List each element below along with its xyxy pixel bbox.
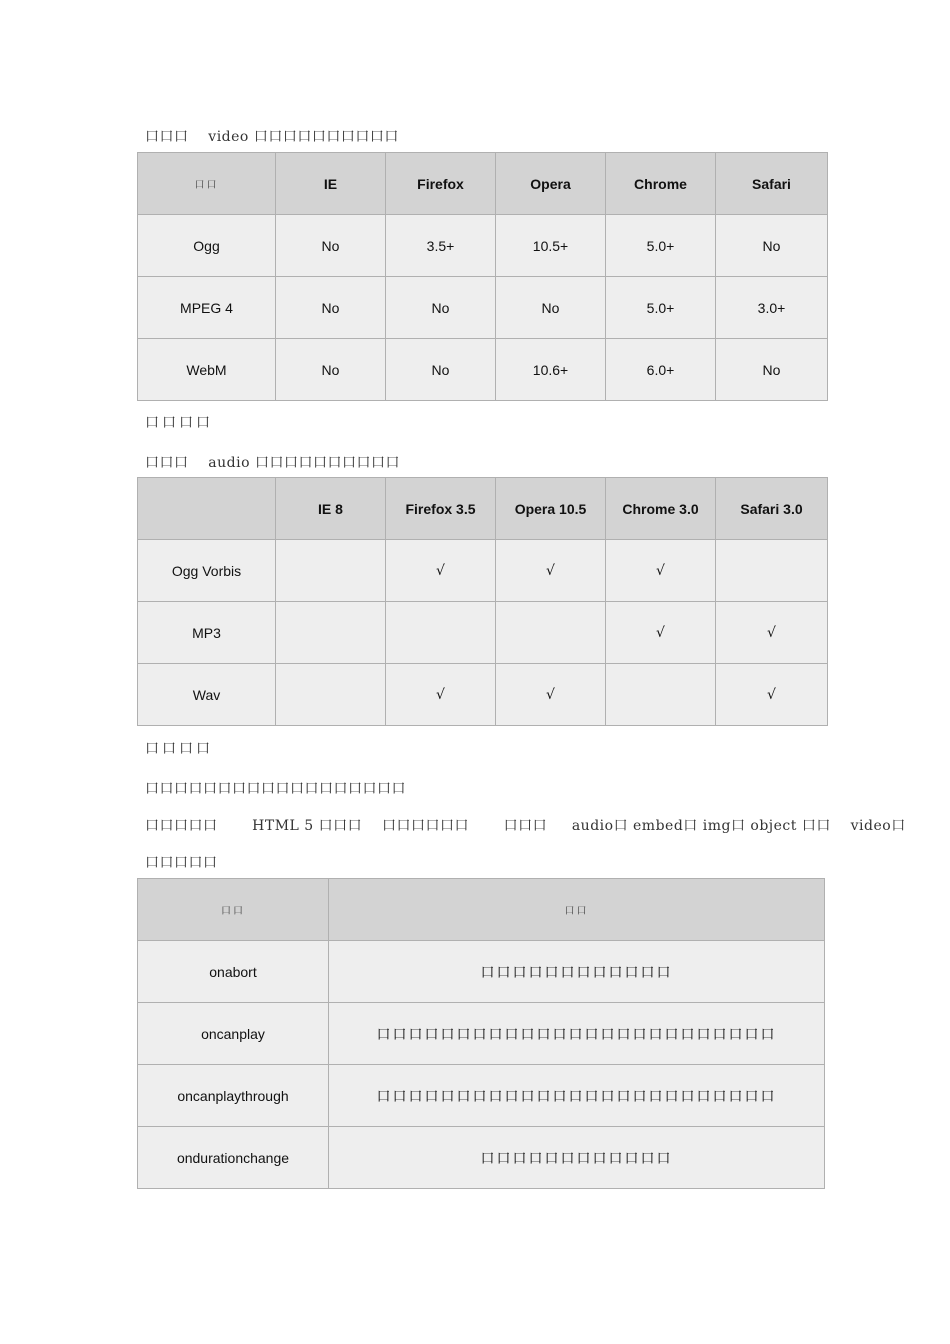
table-row (138, 1003, 825, 1065)
chrome-cell: 5.0+ (606, 277, 716, 339)
ie-header: IE (276, 153, 386, 215)
audio-table-note: 口口口口 (145, 741, 213, 757)
ie-cell (276, 602, 386, 664)
table-row (138, 941, 825, 1003)
event-name-cell: oncanplaythrough (138, 1065, 329, 1127)
chrome-cell (606, 664, 716, 726)
audio-support-table (137, 477, 828, 726)
chrome-header: Chrome 3.0 (606, 478, 716, 540)
ie-cell (276, 664, 386, 726)
safari-header: Safari 3.0 (716, 478, 828, 540)
opera-cell: No (496, 277, 606, 339)
video-table-caption: 口口口 video 口口口口口口口口口口 (145, 129, 399, 145)
table-row (138, 1065, 825, 1127)
chrome-cell: √ (606, 602, 716, 664)
opera-header: Opera (496, 153, 606, 215)
table-row (138, 602, 828, 664)
opera-cell: 10.5+ (496, 215, 606, 277)
media-events-intro: 口口口口口 HTML 5 口口口 口口口口口口 口口口 audio口 embed口 img口 object 口口 video口 (145, 818, 906, 834)
table-header-row (138, 478, 828, 540)
media-events-table (137, 878, 825, 1189)
ie-header: IE 8 (276, 478, 386, 540)
table-row (138, 1127, 825, 1189)
format-header (138, 478, 276, 540)
event-name-cell: onabort (138, 941, 329, 1003)
firefox-header: Firefox 3.5 (386, 478, 496, 540)
firefox-cell: √ (386, 664, 496, 726)
table-header-row (138, 879, 825, 941)
ie-cell: No (276, 339, 386, 401)
safari-cell: No (716, 215, 828, 277)
video-table-note: 口口口口 (145, 415, 213, 431)
firefox-cell: √ (386, 540, 496, 602)
opera-header: Opera 10.5 (496, 478, 606, 540)
safari-cell: No (716, 339, 828, 401)
table-row (138, 277, 828, 339)
format-header: 口口 (138, 153, 276, 215)
event-description-cell: 口口口口口口口口口口口口 (329, 1127, 825, 1189)
table-row (138, 215, 828, 277)
table-row (138, 664, 828, 726)
firefox-header: Firefox (386, 153, 496, 215)
opera-cell: √ (496, 664, 606, 726)
firefox-cell (386, 602, 496, 664)
audio-table-caption: 口口口 audio 口口口口口口口口口口 (145, 455, 400, 471)
chrome-cell: 5.0+ (606, 215, 716, 277)
safari-cell (716, 540, 828, 602)
chrome-cell: √ (606, 540, 716, 602)
safari-header: Safari (716, 153, 828, 215)
opera-cell (496, 602, 606, 664)
chrome-header: Chrome (606, 153, 716, 215)
event-description-cell: 口口口口口口口口口口口口 (329, 941, 825, 1003)
table-header-row (138, 153, 828, 215)
firefox-cell: No (386, 277, 496, 339)
ie-cell: No (276, 277, 386, 339)
table-row (138, 540, 828, 602)
media-events-heading: 口口口口口口口口口口口口口口口口口口 (145, 781, 406, 797)
safari-cell: √ (716, 602, 828, 664)
safari-cell: √ (716, 664, 828, 726)
chrome-cell: 6.0+ (606, 339, 716, 401)
format-cell: WebM (138, 339, 276, 401)
media-events-label: 口口口口口 (145, 855, 218, 871)
opera-cell: 10.6+ (496, 339, 606, 401)
description-header: 口口 (329, 879, 825, 941)
table-row (138, 339, 828, 401)
opera-cell: √ (496, 540, 606, 602)
video-support-table (137, 152, 828, 401)
safari-cell: 3.0+ (716, 277, 828, 339)
firefox-cell: 3.5+ (386, 215, 496, 277)
ie-cell (276, 540, 386, 602)
ie-cell: No (276, 215, 386, 277)
event-header: 口口 (138, 879, 329, 941)
format-cell: Wav (138, 664, 276, 726)
event-name-cell: ondurationchange (138, 1127, 329, 1189)
format-cell: Ogg Vorbis (138, 540, 276, 602)
event-description-cell: 口口口口口口口口口口口口口口口口口口口口口口口口口 (329, 1065, 825, 1127)
event-name-cell: oncanplay (138, 1003, 329, 1065)
format-cell: MP3 (138, 602, 276, 664)
format-cell: MPEG 4 (138, 277, 276, 339)
format-cell: Ogg (138, 215, 276, 277)
firefox-cell: No (386, 339, 496, 401)
event-description-cell: 口口口口口口口口口口口口口口口口口口口口口口口口口 (329, 1003, 825, 1065)
